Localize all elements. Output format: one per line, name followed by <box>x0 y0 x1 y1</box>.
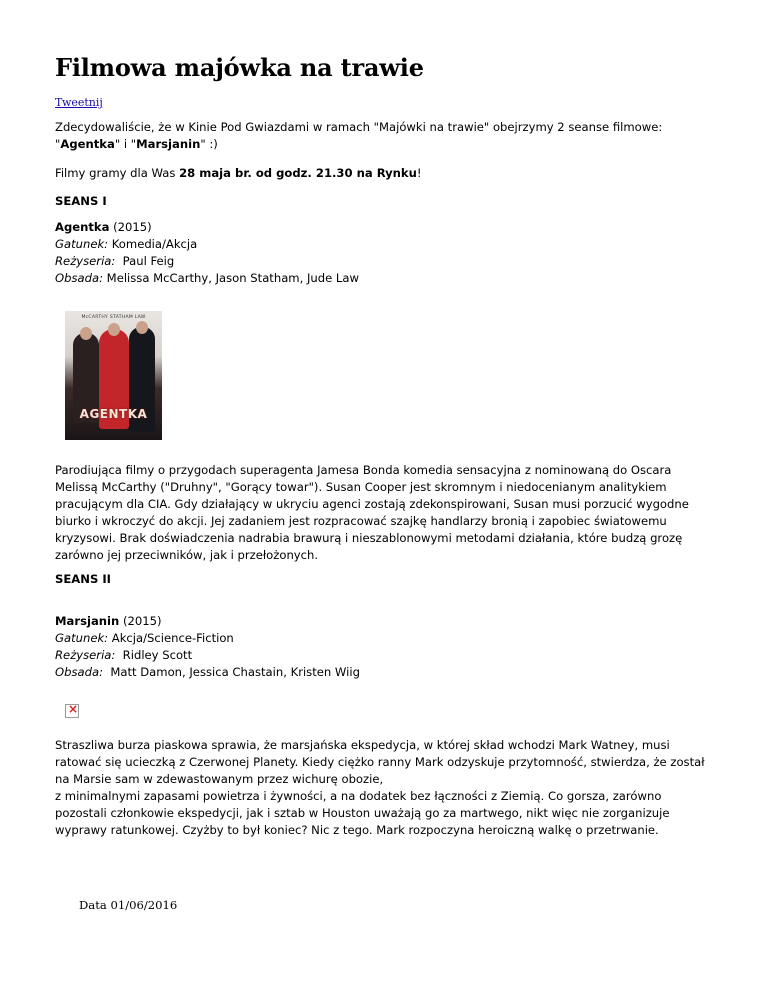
broken-image-icon: × <box>65 704 79 718</box>
seans2-film-title: Marsjanin <box>55 614 120 628</box>
publication-date: Data 01/06/2016 <box>79 898 178 912</box>
seans2-description <box>55 737 715 839</box>
seans2-director-label: Reżyseria: <box>55 648 116 662</box>
seans2-description-line1: Straszliwa burza piaskowa sprawia, że marsjańska ekspedycja, w której skład wchodzi Mark Watney, musi ratować się ucieczką z Czerwonej Planety. Kiedy ciężko ranny Mark odzyskuje przytomność, stwierdza, że został na Marsie sam w zdewastowanym przez wichurę obozie, <box>55 738 705 786</box>
page-title: Filmowa majówka na trawie <box>55 53 424 82</box>
seans1-info <box>55 219 715 287</box>
seans2-director: Ridley Scott <box>115 648 193 662</box>
seans2-genre-label: Gatunek: <box>55 631 109 645</box>
intro-text-3: " :) <box>200 137 218 151</box>
intro-paragraph <box>55 119 715 153</box>
poster-title: AGENTKA <box>79 407 148 421</box>
seans2-info <box>55 613 715 681</box>
seans1-heading-text: SEANS I <box>55 194 107 208</box>
poster-figure-head <box>80 327 92 340</box>
seans1-director: Paul Feig <box>115 254 175 268</box>
poster-names: McCARTHY STATHAM LAW <box>81 315 146 320</box>
seans1-heading <box>55 193 715 210</box>
intro-film-1: Agentka <box>60 137 115 151</box>
seans1-genre-label: Gatunek: <box>55 237 109 251</box>
seans2-description-line2: z minimalnymi zapasami powietrza i żywności, a na dodatek bez łączności z Ziemią. Co gorsza, zarówno pozostali członkowie ekspedycji, jak i sztab w Houston uważają go za martwego, nikt więc nie zorganizuje wyprawy ratunkowej. Czyżby to był koniec? Nic z tego. Mark rozpoczyna heroiczną walkę o przetrwanie. <box>55 789 670 837</box>
seans2-cast: Matt Damon, Jessica Chastain, Kristen Wiig <box>103 665 360 679</box>
tweet-link[interactable]: Tweetnij <box>55 96 103 109</box>
when-paragraph <box>55 165 715 182</box>
seans1-film-title: Agentka <box>55 220 110 234</box>
seans1-description-text: Parodiująca filmy o przygodach superagenta Jamesa Bonda komedia sensacyjna z nominowaną do Oscara Melissą McCarthy ("Druhny", "Gorący towar"). Susan Cooper jest skromnym i niedocenianym analitykiem pracującym dla CIA. Gdy działający w ukryciu agenci zostają zdekonspirowani, Susan musi porzucić wygodne biurko i wkroczyć do akcji. Jej zadaniem jest rozpracować szajkę handlarzy bronią i zapobiec światowemu kryzysowi. Brak doświadczenia nadrabia brawurą i nieszablonowymi metodami działania, które budzą grozę zarówno jej przeciwników, jak i przełożonych. <box>55 463 689 562</box>
intro-text-1: Zdecydowaliście, że w Kinie Pod Gwiazdami w ramach "Majówki na trawie" obejrzymy 2 seanse filmowe: " <box>55 120 663 151</box>
when-date: 28 maja br. od godz. 21.30 na Rynku <box>179 166 417 180</box>
seans1-cast: Melissa McCarthy, Jason Statham, Jude Law <box>103 271 359 285</box>
agentka-poster-image <box>65 311 162 440</box>
poster-figure-head <box>108 323 120 336</box>
intro-film-2: Marsjanin <box>136 137 201 151</box>
seans2-heading-text: SEANS II <box>55 572 111 586</box>
intro-text-2: " i " <box>114 137 137 151</box>
when-text-1: Filmy gramy dla Was <box>55 166 180 180</box>
when-text-2: ! <box>416 166 422 180</box>
seans1-cast-label: Obsada: <box>55 271 103 285</box>
seans2-heading <box>55 571 715 588</box>
seans2-genre: Akcja/Science-Fiction <box>108 631 234 645</box>
seans1-genre: Komedia/Akcja <box>108 237 198 251</box>
seans2-cast-label: Obsada: <box>55 665 103 679</box>
seans1-description <box>55 462 715 564</box>
seans2-year: (2015) <box>119 614 162 628</box>
poster-figure-head <box>136 321 148 334</box>
seans1-director-label: Reżyseria: <box>55 254 116 268</box>
seans1-year: (2015) <box>109 220 152 234</box>
